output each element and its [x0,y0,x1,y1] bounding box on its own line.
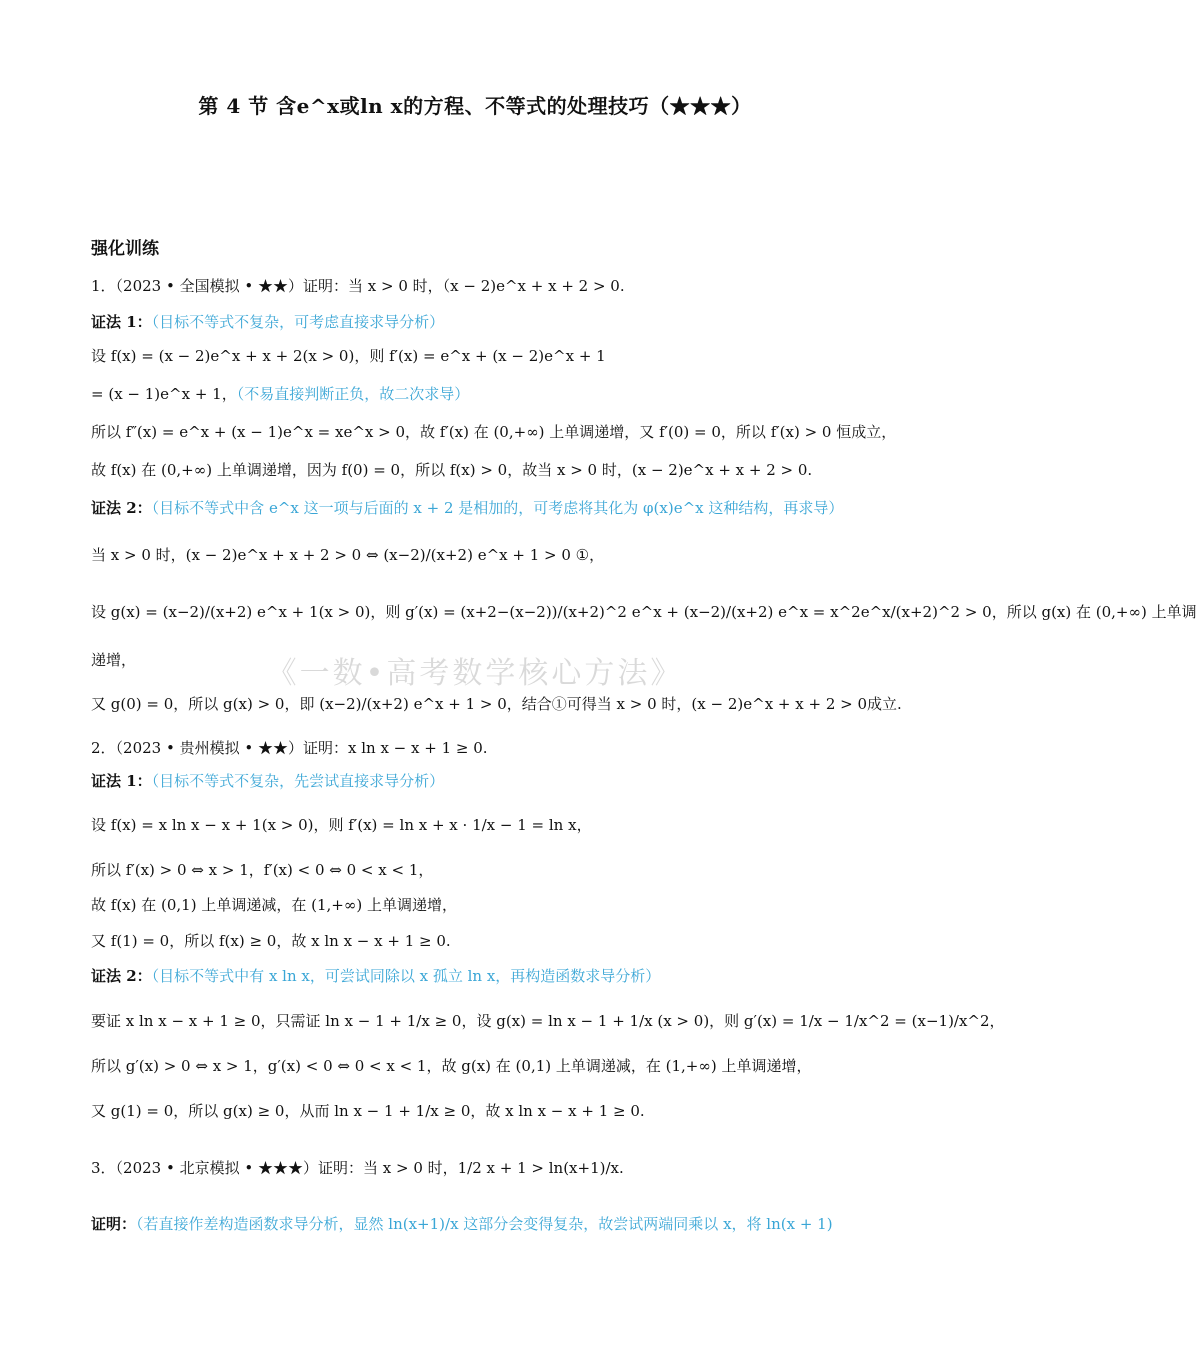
p1-method-2-note: （目标不等式中含 e^x 这一项与后面的 x + 2 是相加的，可考虑将其化为 φ(x)e^x 这种结构，再求导） [151,499,844,517]
problem-3-statement: 3．（2023 • 北京模拟 • ★★★）证明：当 x > 0 时，1/2 x + 1 > ln(x+1)/x. [91,1159,624,1177]
p1-method-1-label: 证法 1： [91,313,152,331]
p2-line-6: 所以 g′(x) > 0 ⇔ x > 1，g′(x) < 0 ⇔ 0 < x < 1，故 g(x) 在 (0,1) 上单调递减，在 (1,+∞) 上单调递增， [91,1057,812,1075]
p2-method-1-note: （目标不等式不复杂，先尝试直接求导分析） [151,772,445,790]
p1-line-2-text: = (x − 1)e^x + 1， [91,385,237,403]
p2-line-1: 设 f(x) = x ln x − x + 1(x > 0)，则 f′(x) = ln x + x · 1/x − 1 = ln x， [91,816,592,834]
p2-line-7: 又 g(1) = 0，所以 g(x) ≥ 0，从而 ln x − 1 + 1/x ≥ 0，故 x ln x − x + 1 ≥ 0. [91,1102,645,1120]
p2-method-2 [91,966,660,986]
p1-line-1: 设 f(x) = (x − 2)e^x + x + 2(x > 0)，则 f′(x) = e^x + (x − 2)e^x + 1 [91,347,606,365]
p1-line-8: 又 g(0) = 0，所以 g(x) > 0，即 (x−2)/(x+2) e^x + 1 > 0，结合①可得当 x > 0 时，(x − 2)e^x + x + 2 > 0成立. [91,695,902,713]
p2-method-1 [91,771,444,791]
p1-method-1-note: （目标不等式不复杂，可考虑直接求导分析） [151,313,445,331]
page-title: 第 4 节 含e^x或ln x的方程、不等式的处理技巧（★★★） [198,94,752,118]
p1-method-2-label: 证法 2： [91,499,152,517]
problem-1-statement: 1．（2023 • 全国模拟 • ★★）证明：当 x > 0 时，（x − 2)e^x + x + 2 > 0. [91,277,625,295]
p1-line-5: 当 x > 0 时，(x − 2)e^x + x + 2 > 0 ⇔ (x−2)/(x+2) e^x + 1 > 0 ①， [91,546,605,564]
p1-method-1 [91,312,444,332]
p1-line-2-note: （不易直接判断正负，故二次求导） [236,385,470,403]
p1-line-2 [91,384,469,404]
p2-method-1-label: 证法 1： [91,772,152,790]
p2-line-4: 又 f(1) = 0，所以 f(x) ≥ 0，故 x ln x − x + 1 ≥ 0. [91,932,451,950]
problem-2-statement: 2．（2023 • 贵州模拟 • ★★）证明：x ln x − x + 1 ≥ 0. [91,739,488,757]
p1-line-3: 所以 f″(x) = e^x + (x − 1)e^x = xe^x > 0，故 f′(x) 在 (0,+∞) 上单调递增，又 f′(0) = 0，所以 f′(x) > 0 恒成立， [91,423,897,441]
p3-proof-note: （若直接作差构造函数求导分析，显然 ln(x+1)/x 这部分会变得复杂，故尝试两端同乘以 x，将 ln(x + 1) [136,1215,833,1233]
p2-line-3: 故 f(x) 在 (0,1) 上单调递减，在 (1,+∞) 上单调递增， [91,896,457,914]
p2-method-2-note: （目标不等式中有 x ln x，可尝试同除以 x 孤立 ln x，再构造函数求导分析） [151,967,661,985]
p2-line-2: 所以 f′(x) > 0 ⇔ x > 1，f′(x) < 0 ⇔ 0 < x < 1， [91,861,434,879]
p3-proof [91,1214,833,1234]
p1-line-4: 故 f(x) 在 (0,+∞) 上单调递增，因为 f(0) = 0，所以 f(x) > 0，故当 x > 0 时，(x − 2)e^x + x + 2 > 0. [91,461,813,479]
p1-line-6: 设 g(x) = (x−2)/(x+2) e^x + 1(x > 0)，则 g′(x) = (x+2−(x−2))/(x+2)^2 e^x + (x−2)/(x+2) e^x = x^2e^x/(x+2)^2 > 0，所以 g(x) 在 (0,+∞) 上单调 [91,603,1197,621]
p1-method-2 [91,498,843,518]
watermark: 《一数•高考数学核心方法》 [266,656,684,691]
p2-line-5: 要证 x ln x − x + 1 ≥ 0，只需证 ln x − 1 + 1/x ≥ 0，设 g(x) = ln x − 1 + 1/x (x > 0)，则 g′(x) = 1/x − 1/x^2 = (x−1)/x^2， [91,1012,1005,1030]
p3-proof-label: 证明： [91,1215,137,1233]
p2-method-2-label: 证法 2： [91,967,152,985]
section-heading: 强化训练 [91,239,159,259]
p1-line-7: 递增， [91,651,137,669]
